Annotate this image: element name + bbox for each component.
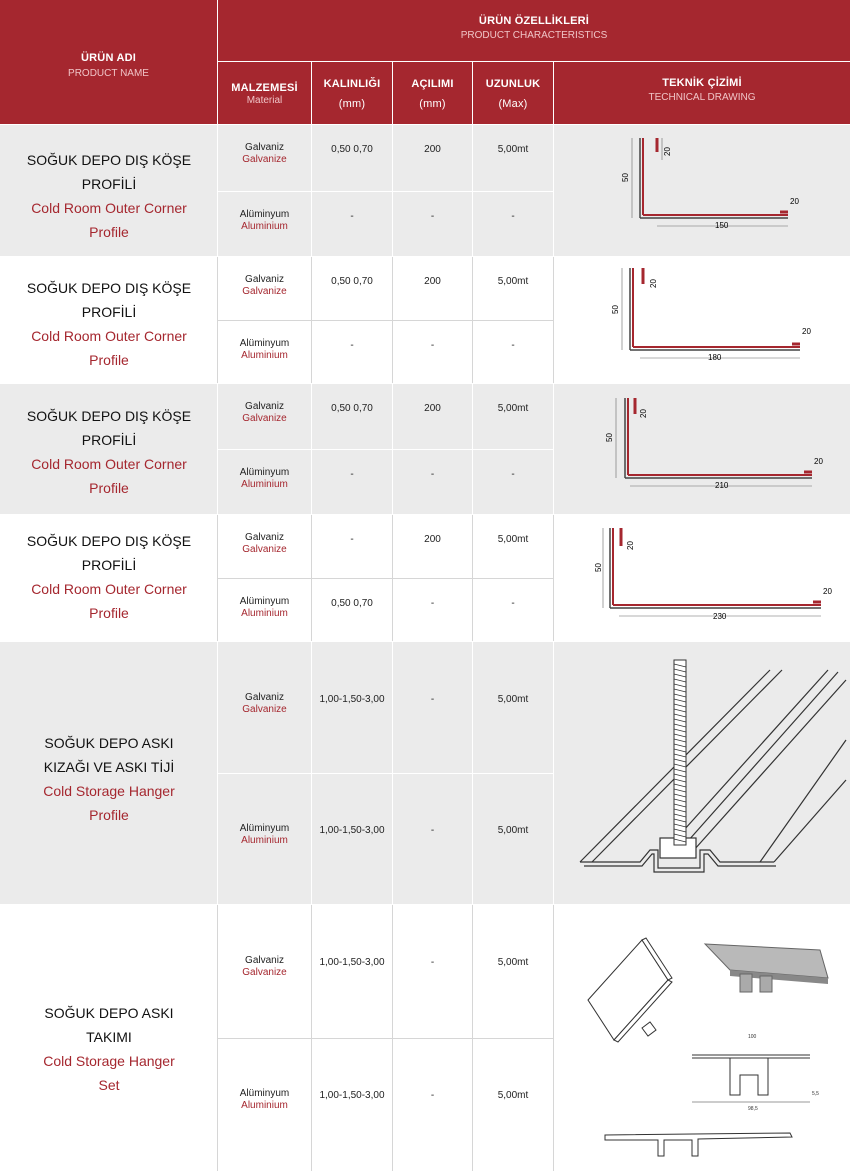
thickness-cell: 1,00-1,50-3,00 [319, 957, 385, 968]
product-4-name-tr-line1: SOĞUK DEPO DIŞ KÖŞE [26, 533, 192, 549]
dim-lip: 20 [802, 327, 811, 336]
column-divider [553, 642, 554, 904]
drawing-hanger-rail [570, 650, 848, 885]
product-name-1 [0, 148, 218, 244]
length-cell: - [511, 469, 515, 480]
length-title: UZUNLUK [485, 78, 541, 90]
product-1-name-tr-line1: SOĞUK DEPO DIŞ KÖŞE [26, 152, 192, 168]
material-en: Aluminium [241, 479, 288, 490]
thickness-cell: 0,50 0,70 [331, 276, 373, 287]
product-1-name-en-line1: Cold Room Outer Corner [31, 200, 187, 216]
product-name-6 [0, 1001, 218, 1097]
column-divider [553, 125, 554, 256]
material-title: MALZEMESİ [231, 82, 298, 94]
characteristics-title: ÜRÜN ÖZELLİKLERİ [478, 15, 590, 27]
material-cell [218, 532, 311, 556]
product-name-4 [0, 529, 218, 625]
product-2-name-tr-line1: SOĞUK DEPO DIŞ KÖŞE [26, 280, 192, 296]
dim-side: 5,5 [812, 1091, 819, 1097]
row-divider [218, 191, 553, 192]
material-en: Galvanize [242, 286, 287, 297]
material-en: Galvanize [242, 154, 287, 165]
opening-unit: (mm) [419, 98, 446, 110]
opening-cell: 200 [424, 144, 441, 155]
material-cell [218, 274, 311, 298]
material-en: Aluminium [241, 835, 288, 846]
material-en: Aluminium [241, 220, 288, 232]
opening-cell: - [430, 340, 435, 351]
product-4-name-en-line2: Profile [89, 605, 129, 621]
thickness-cell: - [350, 340, 354, 351]
material-en: Aluminium [241, 608, 288, 619]
column-divider [553, 384, 554, 514]
header-characteristics [218, 0, 850, 61]
material-tr: Alüminyum [239, 208, 290, 220]
opening-cell: - [430, 825, 435, 836]
product-name-3 [0, 404, 218, 500]
material-tr: Alüminyum [239, 1088, 290, 1099]
product-1-name-en-line2: Profile [89, 224, 129, 240]
dim-bottom: 98,5 [748, 1106, 758, 1112]
dim-width: 210 [715, 481, 729, 490]
material-tr: Galvaniz [245, 401, 284, 412]
material-cell [218, 955, 311, 979]
thickness-cell: 0,50 0,70 [331, 403, 373, 414]
dim-flange: 20 [649, 279, 658, 288]
material-tr: Galvaniz [245, 692, 284, 703]
dim-width: 230 [713, 612, 727, 621]
material-tr: Alüminyum [239, 338, 290, 349]
product-name-title: ÜRÜN ADI [81, 52, 136, 64]
product-3-name-tr-line1: SOĞUK DEPO DIŞ KÖŞE [26, 408, 192, 424]
opening-title: AÇILIMI [411, 78, 454, 90]
dim-height: 50 [621, 173, 630, 182]
product-2-name-en-line1: Cold Room Outer Corner [31, 328, 187, 344]
material-subtitle: Material [246, 95, 283, 106]
drawing-profile-210 [590, 390, 830, 495]
material-cell [218, 401, 311, 425]
dim-width: 150 [715, 221, 729, 230]
dim-height: 50 [605, 433, 614, 442]
product-2-name-tr-line2: PROFİLİ [81, 304, 137, 320]
characteristics-subtitle: PRODUCT CHARACTERISTICS [460, 30, 608, 41]
product-4-name-tr-line2: PROFİLİ [81, 557, 137, 573]
thickness-cell: - [350, 210, 354, 222]
material-cell [218, 823, 311, 847]
product-4-name-en-line1: Cold Room Outer Corner [31, 581, 187, 597]
opening-cell: 200 [424, 534, 441, 545]
material-cell [218, 142, 311, 166]
header-opening [393, 62, 472, 124]
product-3-name-en-line1: Cold Room Outer Corner [31, 456, 187, 472]
length-cell: 5,00mt [497, 1090, 529, 1101]
drawing-profile-150 [600, 130, 820, 235]
opening-cell: - [430, 957, 435, 968]
length-cell: - [511, 210, 515, 222]
thickness-unit: (mm) [338, 98, 366, 110]
product-6-name-en-line1: Cold Storage Hanger [43, 1053, 175, 1069]
thickness-cell: 0,50 0,70 [331, 598, 373, 609]
dim-lip: 20 [790, 197, 799, 206]
material-en: Aluminium [241, 350, 288, 361]
length-unit: (Max) [498, 98, 528, 110]
material-en: Galvanize [242, 413, 287, 424]
drawing-subtitle: TECHNICAL DRAWING [648, 92, 756, 103]
material-cell [218, 1088, 311, 1112]
product-6-name-tr-line1: SOĞUK DEPO ASKI [44, 1005, 174, 1021]
thickness-cell: - [350, 469, 354, 480]
material-en: Galvanize [242, 544, 287, 555]
opening-cell: - [430, 598, 435, 609]
opening-cell: 200 [424, 276, 441, 287]
dim-flange: 20 [639, 409, 648, 418]
material-tr: Alüminyum [239, 596, 290, 607]
dim-height: 50 [611, 305, 620, 314]
product-2-name-en-line2: Profile [89, 352, 129, 368]
length-cell: 5,00mt [497, 403, 529, 414]
material-cell [218, 209, 311, 233]
dim-lip: 20 [814, 457, 823, 466]
material-tr: Galvaniz [245, 274, 284, 285]
column-divider [553, 905, 554, 1171]
dim-flange: 20 [663, 147, 672, 156]
row-divider [218, 1038, 553, 1039]
row-divider [218, 578, 553, 579]
drawing-hanger-set [580, 930, 835, 1165]
thickness-cell: 1,00-1,50-3,00 [319, 825, 385, 836]
column-divider [553, 257, 554, 383]
material-cell [218, 467, 311, 491]
material-en: Galvanize [242, 704, 287, 715]
length-cell: - [511, 598, 515, 609]
thickness-cell: 1,00-1,50-3,00 [319, 1090, 385, 1101]
product-5-name-en-line2: Profile [89, 807, 129, 823]
product-5-name-tr-line1: SOĞUK DEPO ASKI [44, 735, 174, 751]
dim-height: 50 [594, 563, 603, 572]
material-tr: Galvaniz [245, 532, 284, 543]
product-1-name-tr-line2: PROFİLİ [81, 176, 137, 192]
header-length [473, 62, 553, 124]
row-divider [218, 773, 553, 774]
header-material [218, 62, 311, 124]
material-cell [218, 692, 311, 716]
material-tr: Galvaniz [245, 142, 284, 153]
column-divider [553, 515, 554, 641]
material-tr: Alüminyum [239, 467, 290, 478]
product-5-name-tr-line2: KIZAĞI VE ASKI TİJİ [43, 759, 175, 775]
row-divider [218, 320, 553, 321]
material-tr: Galvaniz [245, 955, 284, 966]
dim-flange: 20 [626, 541, 635, 550]
opening-cell: - [430, 210, 435, 222]
product-6-name-en-line2: Set [98, 1077, 120, 1093]
thickness-title: KALINLIĞI [323, 78, 381, 90]
material-tr: Alüminyum [239, 823, 290, 834]
length-cell: - [511, 340, 515, 351]
length-cell: 5,00mt [497, 534, 529, 545]
length-cell: 5,00mt [497, 694, 529, 705]
material-cell [218, 338, 311, 362]
product-name-5 [0, 731, 218, 827]
header-thickness [312, 62, 392, 124]
length-cell: 5,00mt [497, 276, 529, 287]
drawing-profile-230 [585, 520, 835, 625]
product-name-2 [0, 276, 218, 372]
product-name-subtitle: PRODUCT NAME [68, 68, 149, 79]
dim-width: 180 [708, 353, 722, 362]
length-cell: 5,00mt [497, 957, 529, 968]
product-3-name-tr-line2: PROFİLİ [81, 432, 137, 448]
material-en: Galvanize [242, 967, 287, 978]
thickness-cell: 0,50 0,70 [331, 144, 373, 155]
dim-top: 100 [748, 1034, 757, 1040]
length-cell: 5,00mt [497, 144, 529, 155]
thickness-cell: - [350, 534, 354, 545]
thickness-cell: 1,00-1,50-3,00 [319, 694, 385, 705]
dim-lip: 20 [823, 587, 832, 596]
opening-cell: - [430, 1090, 435, 1101]
header-drawing [554, 62, 850, 124]
product-6-name-tr-line2: TAKIMI [86, 1029, 132, 1045]
product-3-name-en-line2: Profile [89, 480, 129, 496]
opening-cell: - [430, 469, 435, 480]
row-divider [218, 449, 553, 450]
header-product-name [0, 0, 217, 124]
product-5-name-en-line1: Cold Storage Hanger [43, 783, 175, 799]
opening-cell: - [430, 694, 435, 705]
drawing-title: TEKNİK ÇİZİMİ [662, 77, 742, 89]
drawing-profile-180 [590, 262, 820, 367]
length-cell: 5,00mt [497, 825, 529, 836]
material-cell [218, 596, 311, 620]
material-en: Aluminium [241, 1100, 288, 1111]
opening-cell: 200 [424, 403, 441, 414]
